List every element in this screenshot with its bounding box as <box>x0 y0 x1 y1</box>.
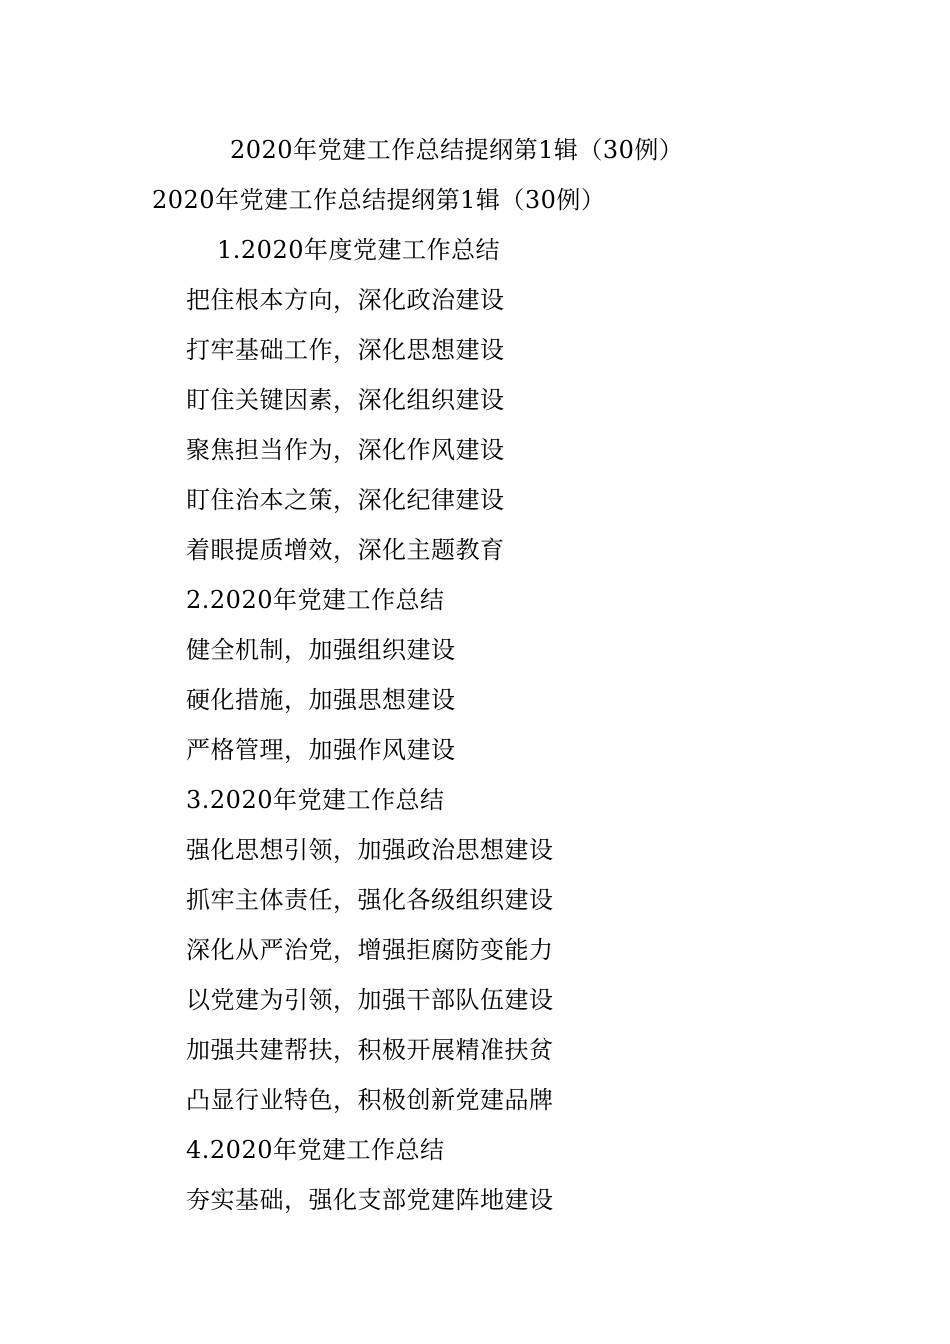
section-2-item: 健全机制，加强组织建设 <box>186 636 456 664</box>
section-1-item: 把住根本方向，深化政治建设 <box>186 286 505 314</box>
document-subtitle: 2020年党建工作总结提纲第1辑（30例） <box>152 186 606 214</box>
section-3-item: 深化从严治党，增强拒腐防变能力 <box>186 936 554 964</box>
section-1-item: 打牢基础工作，深化思想建设 <box>186 336 505 364</box>
section-3-item: 以党建为引领，加强干部队伍建设 <box>186 986 554 1014</box>
section-2-item: 严格管理，加强作风建设 <box>186 736 456 764</box>
section-3-item: 凸显行业特色，积极创新党建品牌 <box>186 1086 554 1114</box>
document-title: 2020年党建工作总结提纲第1辑（30例） <box>230 136 684 164</box>
section-1-item: 着眼提质增效，深化主题教育 <box>186 536 505 564</box>
section-4-heading: 4.2020年党建工作总结 <box>186 1136 445 1164</box>
section-1-item: 聚焦担当作为，深化作风建设 <box>186 436 505 464</box>
section-3-item: 加强共建帮扶，积极开展精准扶贫 <box>186 1036 554 1064</box>
section-3-item: 强化思想引领，加强政治思想建设 <box>186 836 554 864</box>
section-3-item: 抓牢主体责任，强化各级组织建设 <box>186 886 554 914</box>
section-1-item: 盯住关键因素，深化组织建设 <box>186 386 505 414</box>
section-3-heading: 3.2020年党建工作总结 <box>186 786 445 814</box>
section-1-heading: 1.2020年度党建工作总结 <box>217 236 500 264</box>
section-4-item: 夯实基础，强化支部党建阵地建设 <box>186 1186 554 1214</box>
section-2-item: 硬化措施，加强思想建设 <box>186 686 456 714</box>
section-1-item: 盯住治本之策，深化纪律建设 <box>186 486 505 514</box>
section-2-heading: 2.2020年党建工作总结 <box>186 586 445 614</box>
